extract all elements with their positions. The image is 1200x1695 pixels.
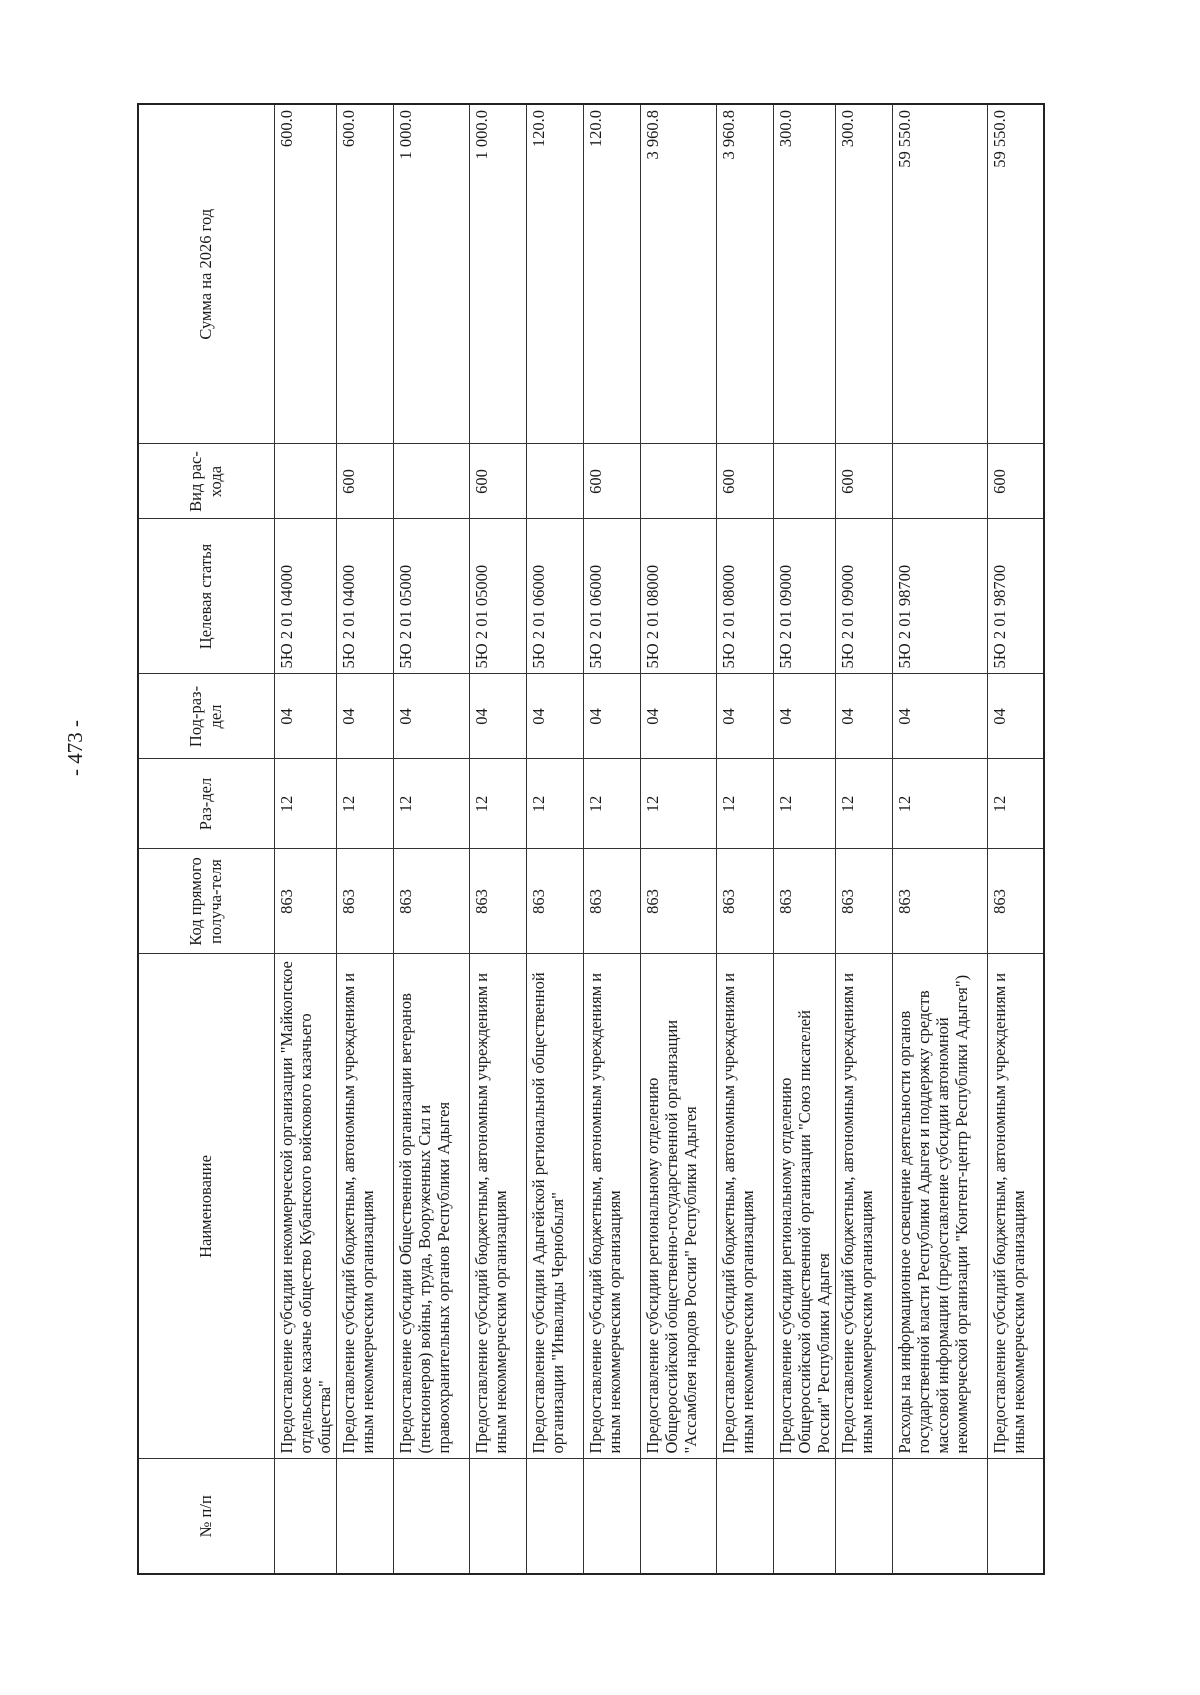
cell-exptype: 600 <box>716 444 773 519</box>
cell-num <box>526 1459 583 1574</box>
cell-section: 12 <box>773 759 835 849</box>
cell-target: 5Ю 2 01 08000 <box>640 519 716 674</box>
cell-name: Предоставление субсидий бюджетным, автономным учреждениям и иным некоммерческим организациям <box>583 954 640 1459</box>
header-num: № п/п <box>138 1459 274 1574</box>
cell-exptype <box>892 444 987 519</box>
cell-subsection: 04 <box>469 674 526 759</box>
table-row <box>773 104 835 1574</box>
table-row <box>274 104 336 1574</box>
table-row <box>640 104 716 1574</box>
cell-target: 5Ю 2 01 09000 <box>773 519 835 674</box>
cell-amount: 600.0 <box>274 104 336 444</box>
cell-target: 5Ю 2 01 05000 <box>469 519 526 674</box>
cell-target: 5Ю 2 01 05000 <box>393 519 469 674</box>
cell-target: 5Ю 2 01 98700 <box>892 519 987 674</box>
cell-exptype <box>773 444 835 519</box>
cell-section: 12 <box>393 759 469 849</box>
cell-section: 12 <box>583 759 640 849</box>
header-target: Целевая статья <box>138 519 274 674</box>
cell-code: 863 <box>716 849 773 954</box>
cell-exptype <box>274 444 336 519</box>
cell-subsection: 04 <box>393 674 469 759</box>
cell-amount: 1 000.0 <box>469 104 526 444</box>
cell-subsection: 04 <box>274 674 336 759</box>
cell-amount: 59 550.0 <box>892 104 987 444</box>
cell-amount: 120.0 <box>583 104 640 444</box>
cell-name: Предоставление субсидий бюджетным, автономным учреждениям и иным некоммерческим организациям <box>987 954 1044 1459</box>
cell-num <box>892 1459 987 1574</box>
cell-num <box>640 1459 716 1574</box>
cell-name: Предоставление субсидии Общественной организации ветеранов (пенсионеров) войны, труда, Вооруженных Сил и правоохранительных органов Республики Адыгея <box>393 954 469 1459</box>
table-row <box>469 104 526 1574</box>
cell-subsection: 04 <box>336 674 393 759</box>
cell-section: 12 <box>526 759 583 849</box>
cell-num <box>835 1459 892 1574</box>
cell-exptype: 600 <box>469 444 526 519</box>
table-row <box>987 104 1044 1574</box>
header-amount: Сумма на 2026 год <box>138 104 274 444</box>
cell-target: 5Ю 2 01 09000 <box>835 519 892 674</box>
cell-section: 12 <box>716 759 773 849</box>
cell-target: 5Ю 2 01 04000 <box>274 519 336 674</box>
cell-target: 5Ю 2 01 06000 <box>526 519 583 674</box>
header-name: Наименование <box>138 954 274 1459</box>
cell-amount: 3 960.8 <box>640 104 716 444</box>
table-row <box>526 104 583 1574</box>
cell-amount: 300.0 <box>773 104 835 444</box>
page-number: - 473 - <box>63 720 87 776</box>
cell-num <box>773 1459 835 1574</box>
cell-num <box>469 1459 526 1574</box>
table-row <box>393 104 469 1574</box>
cell-amount: 3 960.8 <box>716 104 773 444</box>
cell-name: Предоставление субсидии Адыгейской региональной общественной организации "Инвалиды Чернобыля" <box>526 954 583 1459</box>
cell-amount: 300.0 <box>835 104 892 444</box>
header-code: Код прямого получа-теля <box>138 849 274 954</box>
cell-code: 863 <box>526 849 583 954</box>
cell-num <box>987 1459 1044 1574</box>
cell-code: 863 <box>336 849 393 954</box>
cell-exptype: 600 <box>583 444 640 519</box>
cell-num <box>393 1459 469 1574</box>
cell-subsection: 04 <box>716 674 773 759</box>
cell-name: Предоставление субсидий бюджетным, автономным учреждениям и иным некоммерческим организациям <box>336 954 393 1459</box>
cell-code: 863 <box>274 849 336 954</box>
cell-name: Предоставление субсидий бюджетным, автономным учреждениям и иным некоммерческим организациям <box>716 954 773 1459</box>
cell-subsection: 04 <box>583 674 640 759</box>
cell-exptype <box>640 444 716 519</box>
table-row <box>336 104 393 1574</box>
cell-exptype <box>393 444 469 519</box>
cell-subsection: 04 <box>987 674 1044 759</box>
cell-subsection: 04 <box>892 674 987 759</box>
cell-section: 12 <box>469 759 526 849</box>
table-row <box>835 104 892 1574</box>
cell-amount: 120.0 <box>526 104 583 444</box>
cell-section: 12 <box>274 759 336 849</box>
table-row <box>716 104 773 1574</box>
cell-code: 863 <box>773 849 835 954</box>
cell-target: 5Ю 2 01 98700 <box>987 519 1044 674</box>
cell-target: 5Ю 2 01 06000 <box>583 519 640 674</box>
cell-subsection: 04 <box>773 674 835 759</box>
cell-code: 863 <box>835 849 892 954</box>
cell-amount: 600.0 <box>336 104 393 444</box>
cell-subsection: 04 <box>835 674 892 759</box>
budget-table <box>137 103 1045 1575</box>
budget-table-rotated <box>137 105 1062 1575</box>
cell-name: Предоставление субсидии региональному отделению Общероссийской общественно-государственной организации "Ассамблея народов России" Республики Адыгея <box>640 954 716 1459</box>
table-row <box>892 104 987 1574</box>
cell-section: 12 <box>892 759 987 849</box>
cell-name: Предоставление субсидий бюджетным, автономным учреждениям и иным некоммерческим организациям <box>469 954 526 1459</box>
cell-name: Предоставление субсидии некоммерческой организации "Майкопское отдельское казачье общество Кубанского войскового казачьего общества" <box>274 954 336 1459</box>
cell-target: 5Ю 2 01 08000 <box>716 519 773 674</box>
cell-code: 863 <box>892 849 987 954</box>
cell-section: 12 <box>987 759 1044 849</box>
cell-section: 12 <box>336 759 393 849</box>
cell-name: Предоставление субсидии региональному отделению Общероссийской общественной организации "Союз писателей России" Республики Адыгея <box>773 954 835 1459</box>
cell-num <box>716 1459 773 1574</box>
cell-code: 863 <box>640 849 716 954</box>
cell-target: 5Ю 2 01 04000 <box>336 519 393 674</box>
header-subsection: Под-раз-дел <box>138 674 274 759</box>
cell-exptype: 600 <box>987 444 1044 519</box>
cell-section: 12 <box>640 759 716 849</box>
cell-code: 863 <box>469 849 526 954</box>
header-row <box>138 104 274 1574</box>
header-section: Раз-дел <box>138 759 274 849</box>
cell-subsection: 04 <box>526 674 583 759</box>
cell-amount: 59 550.0 <box>987 104 1044 444</box>
cell-amount: 1 000.0 <box>393 104 469 444</box>
cell-exptype <box>526 444 583 519</box>
cell-name: Расходы на информационное освещение деятельности органов государственной власти Республики Адыгея и поддержку средств массовой информации (предоставление субсидии автономной некоммерческой организации "Контент-центр Республики Адыгея") <box>892 954 987 1459</box>
cell-code: 863 <box>987 849 1044 954</box>
table-row <box>583 104 640 1574</box>
cell-code: 863 <box>583 849 640 954</box>
cell-subsection: 04 <box>640 674 716 759</box>
cell-code: 863 <box>393 849 469 954</box>
cell-name: Предоставление субсидий бюджетным, автономным учреждениям и иным некоммерческим организациям <box>835 954 892 1459</box>
cell-num <box>274 1459 336 1574</box>
header-exptype: Вид рас-хода <box>138 444 274 519</box>
cell-num <box>336 1459 393 1574</box>
cell-exptype: 600 <box>835 444 892 519</box>
cell-exptype: 600 <box>336 444 393 519</box>
cell-section: 12 <box>835 759 892 849</box>
cell-num <box>583 1459 640 1574</box>
